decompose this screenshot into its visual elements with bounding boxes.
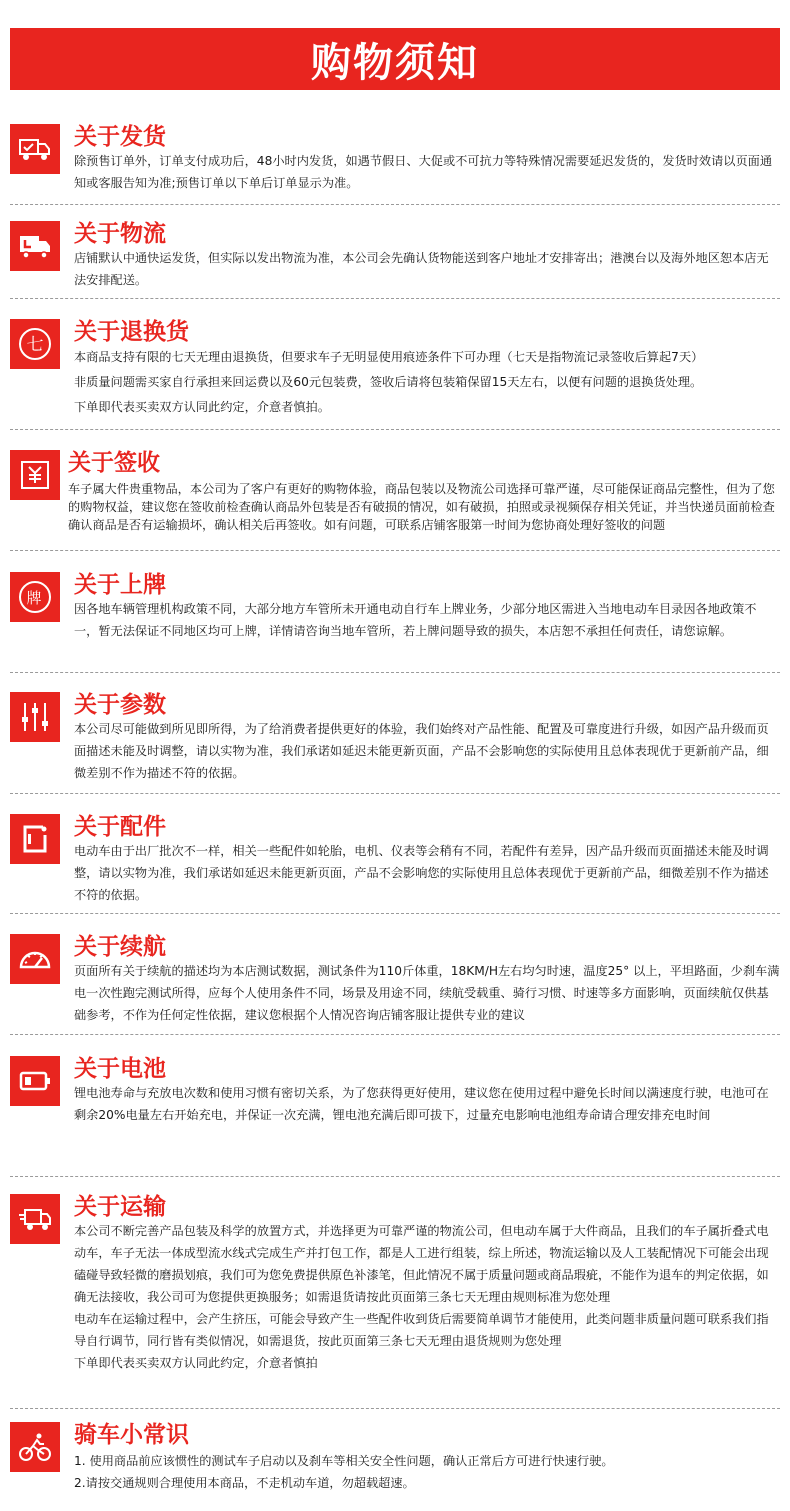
section-divider — [10, 1176, 780, 1177]
section-divider — [10, 204, 780, 205]
section-divider — [10, 429, 780, 430]
section-paragraph: 车子属大件贵重物品，本公司为了客户有更好的购物体验，商品包装以及物流公司选择可靠严谨，尽可能保证商品完整性，但为了您的购物权益，建议您在签收前检查确认商品外包装是否有破损的情况，如有破损，拍照或录视频保存相关凭证，并当快递员面前检查确认商品是否有运输损坏，确认相关后再签收。如有问题，可联系店铺客服第一时间为您协商处理好签收的问题 — [68, 482, 775, 532]
seven-days-glyph: 七 — [26, 335, 44, 355]
section-logistics — [10, 219, 780, 295]
section-title: 关于续航 — [74, 934, 166, 960]
section-paragraph: 因各地车辆管理机构政策不同，大部分地方车管所未开通电动自行车上牌业务，少部分地区需进入当地电动车目录因各地政策不一，暂无法保证不同地区均可上牌，详情请咨询当地车管所，若上牌问题导致的损失，本店恕不承担任何责任，请您谅解。 — [74, 602, 757, 638]
section-paragraph: 电动车由于出厂批次不一样，相关一些配件如轮胎，电机、仪表等会稍有不同，若配件有差异，因产品升级而页面描述未能及时调整，请以实物为准，我们承诺如延迟未能更新页面，产品不会影响您的实际使用且总体表现优于更新前产品，细微差别不作为描述不符的依据。 — [74, 844, 769, 902]
section-title: 关于发货 — [74, 124, 166, 150]
section-body — [74, 1450, 780, 1494]
section-license — [10, 570, 780, 670]
delivery-truck-icon — [10, 221, 60, 271]
section-title: 关于签收 — [68, 450, 160, 476]
section-paragraph: 2.请按交通规则合理使用本商品，不走机动车道，勿超载超速。 — [74, 1476, 415, 1490]
section-title: 关于配件 — [74, 814, 166, 840]
license-plate-icon — [10, 572, 60, 622]
section-title: 关于上牌 — [74, 572, 166, 598]
section-paragraph: 页面所有关于续航的描述均为本店测试数据，测试条件为110斤体重，18KM/H左右均匀时速，温度25° 以上，平坦路面，少刹车满电一次性跑完测试所得，应每个人使用条件不同，场景及用途不同，续航受载重、骑行习惯、时速等多方面影响，页面续航仅供基础参考，不作为任何定性依据，建议您根据个人情况咨询店铺客服让提供专业的建议 — [74, 964, 780, 1022]
section-body — [74, 718, 780, 784]
section-body — [74, 840, 780, 906]
section-paragraph: 1. 使用商品前应该惯性的测试车子启动以及刹车等相关安全性问题，确认正常后方可进行快速行驶。 — [74, 1454, 614, 1468]
section-title: 关于运输 — [74, 1194, 166, 1220]
section-divider — [10, 298, 780, 299]
section-shipping — [10, 122, 780, 202]
section-body — [74, 345, 780, 420]
section-body — [74, 150, 780, 194]
parts-icon — [10, 814, 60, 864]
section-paragraph: 店铺默认中通快运发货，但实际以发出物流为准，本公司会先确认货物能送到客户地址才安排寄出；港澳台以及海外地区恕本店无法安排配送。 — [74, 251, 769, 287]
section-title: 关于退换货 — [74, 319, 189, 345]
battery-icon — [10, 1056, 60, 1106]
truck-check-icon — [10, 124, 60, 174]
section-range — [10, 932, 780, 1032]
seven-days-icon — [10, 319, 60, 369]
section-divider — [10, 550, 780, 551]
section-paragraph: 下单即代表买卖双方认同此约定，介意者慎拍。 — [74, 400, 330, 414]
transport-truck-icon — [10, 1194, 60, 1244]
section-divider — [10, 672, 780, 673]
license-glyph: 牌 — [26, 589, 42, 607]
speedometer-icon — [10, 934, 60, 984]
section-transport — [10, 1192, 780, 1400]
section-body — [74, 247, 780, 291]
section-title: 关于电池 — [74, 1056, 166, 1082]
section-divider — [10, 1408, 780, 1409]
section-battery — [10, 1054, 780, 1154]
section-title: 关于参数 — [74, 692, 166, 718]
section-paragraph: 本公司尽可能做到所见即所得，为了给消费者提供更好的体验，我们始终对产品性能、配置及可靠度进行升级，如因产品升级而页面描述未能及时调整，请以实物为准，我们承诺如延迟未能更新页面，产品不会影响您的实际使用且总体表现优于更新前产品，细微差别不作为描述不符的依据。 — [74, 722, 769, 780]
section-parameters — [10, 690, 780, 790]
section-divider — [10, 793, 780, 794]
section-body — [74, 598, 780, 642]
section-body — [74, 960, 780, 1026]
page-title: 购物须知 — [311, 39, 479, 86]
sliders-icon — [10, 692, 60, 742]
section-paragraph: 非质量问题需买家自行承担来回运费以及60元包装费，签收后请将包装箱保留15天左右，以便有问题的退换货处理。 — [74, 375, 703, 389]
cyclist-icon — [10, 1422, 60, 1472]
section-parts — [10, 812, 780, 912]
section-paragraph: 本商品支持有限的七天无理由退换货，但要求车子无明显使用痕迹条件下可办理（七天是指物流记录签收后算起7天） — [74, 350, 704, 364]
receipt-icon — [10, 450, 60, 500]
section-paragraph: 下单即代表买卖双方认同此约定，介意者慎拍 — [74, 1356, 318, 1370]
section-paragraph: 锂电池寿命与充放电次数和使用习惯有密切关系，为了您获得更好使用，建议您在使用过程中避免长时间以满速度行驶，电池可在剩余20%电量左右开始充电，并保证一次充满，锂电池充满后即可拔下，过量充电影响电池组寿命请合理安排充电时间 — [74, 1086, 769, 1122]
header-banner — [10, 28, 780, 90]
section-paragraph: 除预售订单外，订单支付成功后，48小时内发货，如遇节假日、大促或不可抗力等特殊情况需要延迟发货的，发货时效请以页面通知或客服告知为准;预售订单以下单后订单显示为准。 — [74, 154, 773, 190]
section-returns — [10, 317, 780, 417]
section-riding-tips — [10, 1420, 780, 1510]
section-title: 骑车小常识 — [74, 1422, 189, 1448]
section-paragraph: 电动车在运输过程中，会产生挤压，可能会导致产生一些配件收到货后需要简单调节才能使用，此类问题非质量问题可联系我们指导自行调节，同行皆有类似情况，如需退货，按此页面第三条七天无理由退货规则为您处理 — [74, 1312, 769, 1348]
section-body — [68, 480, 780, 534]
section-divider — [10, 913, 780, 914]
section-divider — [10, 1034, 780, 1035]
section-signing — [10, 448, 780, 548]
section-body — [74, 1220, 780, 1374]
section-title: 关于物流 — [74, 221, 166, 247]
section-paragraph: 本公司不断完善产品包装及科学的放置方式，并选择更为可靠严谨的物流公司，但电动车属于大件商品，且我们的车子属折叠式电动车，车子无法一体成型流水线式完成生产并打包工作，都是人工进行组装，综上所述，物流运输以及人工装配情况下可能会出现磕碰导致轻微的磨损划痕，我们可为您免费提供原色补漆笔，但此情况不属于质量问题或商品瑕疵，不能作为退车的判定依据，如确无法接收，我公司可为您提供更换服务；如需退货请按此页面第三条七天无理由规则标准为您处理 — [74, 1224, 769, 1304]
section-body — [74, 1082, 780, 1126]
